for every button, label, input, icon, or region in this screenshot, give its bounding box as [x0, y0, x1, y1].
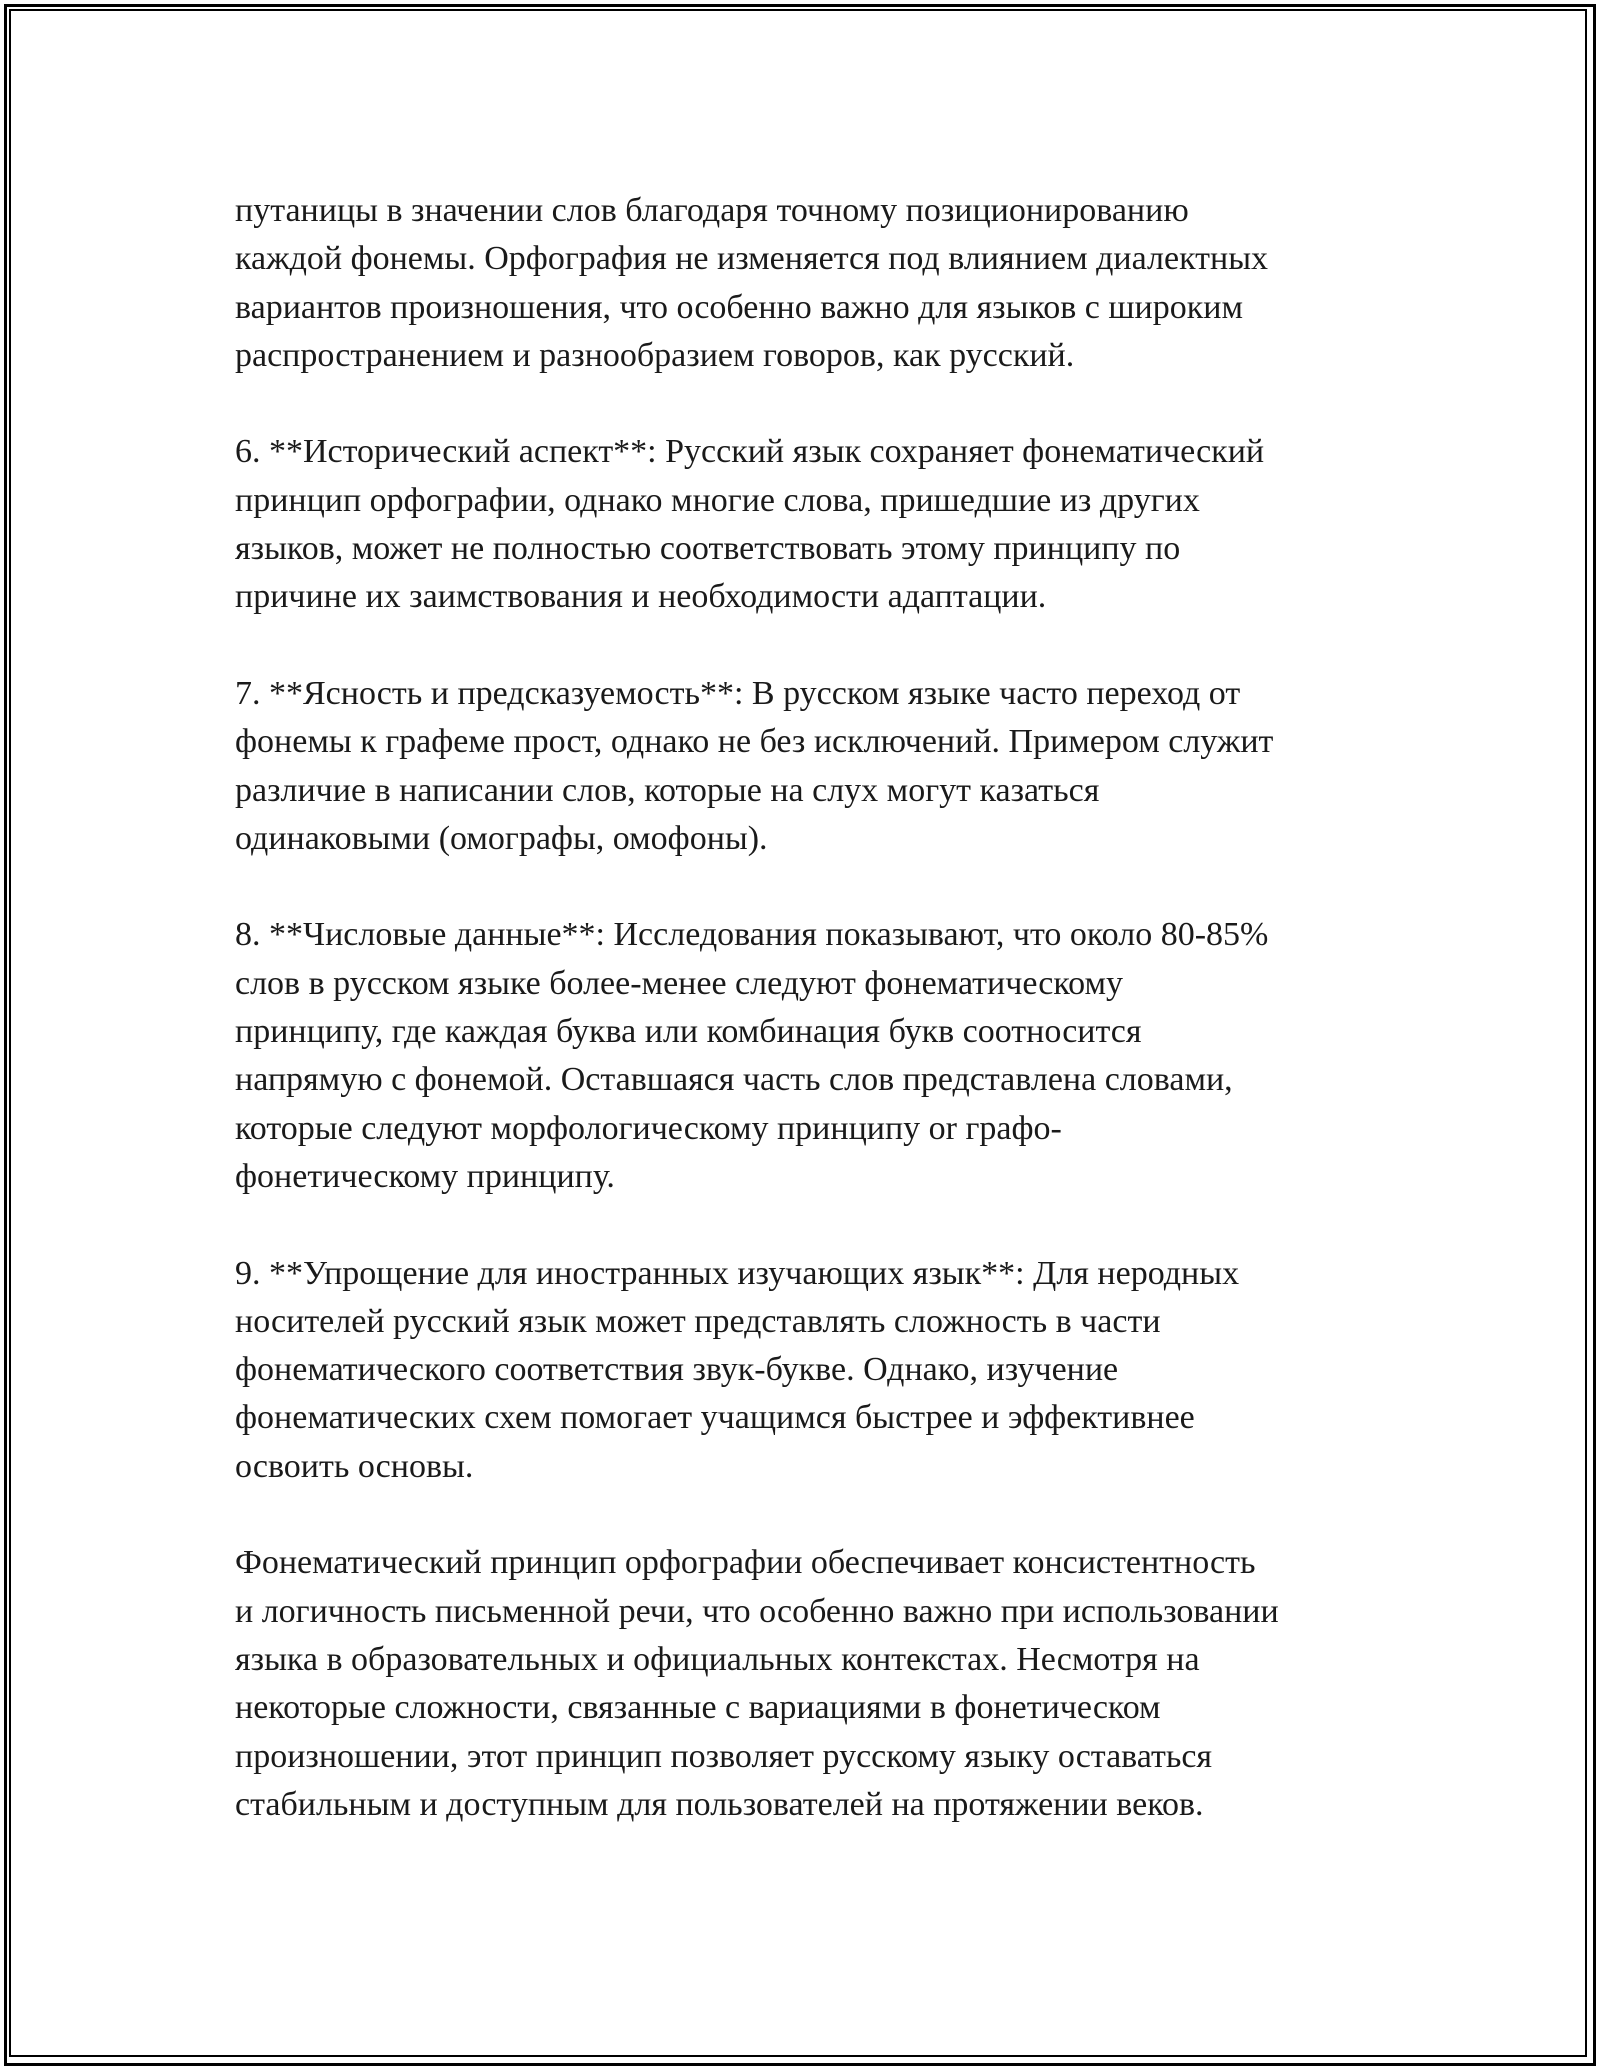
- text-line: одинаковыми (омографы, омофоны).: [235, 819, 768, 857]
- text-line: произношении, этот принцип позволяет русскому языку оставаться: [235, 1737, 1213, 1775]
- text-line: языка в образовательных и официальных контекстах. Несмотря на: [235, 1640, 1200, 1678]
- text-line: некоторые сложности, связанные с вариациями в фонетическом: [235, 1689, 1161, 1727]
- text-line: распространением и разнообразием говоров, как русский.: [235, 336, 1075, 374]
- text-line: которые следуют морфологическому принципу or графо-: [235, 1109, 1062, 1147]
- text-line: фонемы к графеме прост, однако не без исключений. Примером служит: [235, 723, 1274, 761]
- text-line: и логичность письменной речи, что особенно важно при использовании: [235, 1592, 1279, 1630]
- document-body: [235, 187, 1380, 1877]
- text-line: причине их заимствования и необходимости адаптации.: [235, 578, 1047, 616]
- text-line: фонематических схем помогает учащимся быстрее и эффективнее: [235, 1399, 1195, 1437]
- text-line: 9. **Упрощение для иностранных изучающих язык**: Для неродных: [235, 1254, 1240, 1292]
- paragraph-continuation: [235, 187, 1380, 380]
- text-line: стабильным и доступным для пользователей на протяжении веков.: [235, 1785, 1204, 1823]
- paragraph-item-9: [235, 1250, 1380, 1491]
- text-line: напрямую с фонемой. Оставшаяся часть слов представлена словами,: [235, 1061, 1233, 1099]
- paragraph-conclusion: [235, 1539, 1380, 1829]
- text-line: путаницы в значении слов благодаря точному позиционированию: [235, 192, 1189, 229]
- text-line: Фонематический принцип орфографии обеспечивает консистентность: [235, 1544, 1256, 1582]
- text-line: каждой фонемы. Орфография не изменяется под влиянием диалектных: [235, 240, 1269, 278]
- text-line: фонематического соответствия звук-букве. Однако, изучение: [235, 1351, 1119, 1389]
- text-line: 7. **Ясность и предсказуемость**: В русском языке часто переход от: [235, 674, 1241, 712]
- text-line: принципу, где каждая буква или комбинация букв соотносится: [235, 1013, 1142, 1051]
- paragraph-item-6: [235, 428, 1380, 621]
- text-line: 8. **Числовые данные**: Исследования показывают, что около 80-85%: [235, 916, 1269, 954]
- text-line: носителей русский язык может представлять сложность в части: [235, 1302, 1161, 1340]
- text-line: вариантов произношения, что особенно важно для языков с широким: [235, 288, 1243, 326]
- paragraph-item-7: [235, 670, 1380, 863]
- text-line: различие в написании слов, которые на слух могут казаться: [235, 771, 1100, 809]
- text-line: принцип орфографии, однако многие слова, пришедшие из других: [235, 481, 1200, 519]
- text-line: 6. **Исторический аспект**: Русский язык сохраняет фонематический: [235, 433, 1265, 471]
- text-line: слов в русском языке более-менее следуют фонематическому: [235, 964, 1124, 1002]
- text-line: освоить основы.: [235, 1447, 474, 1485]
- text-line: фонетическому принципу.: [235, 1157, 615, 1195]
- text-line: языков, может не полностью соответствовать этому принципу по: [235, 530, 1181, 568]
- paragraph-item-8: [235, 911, 1380, 1201]
